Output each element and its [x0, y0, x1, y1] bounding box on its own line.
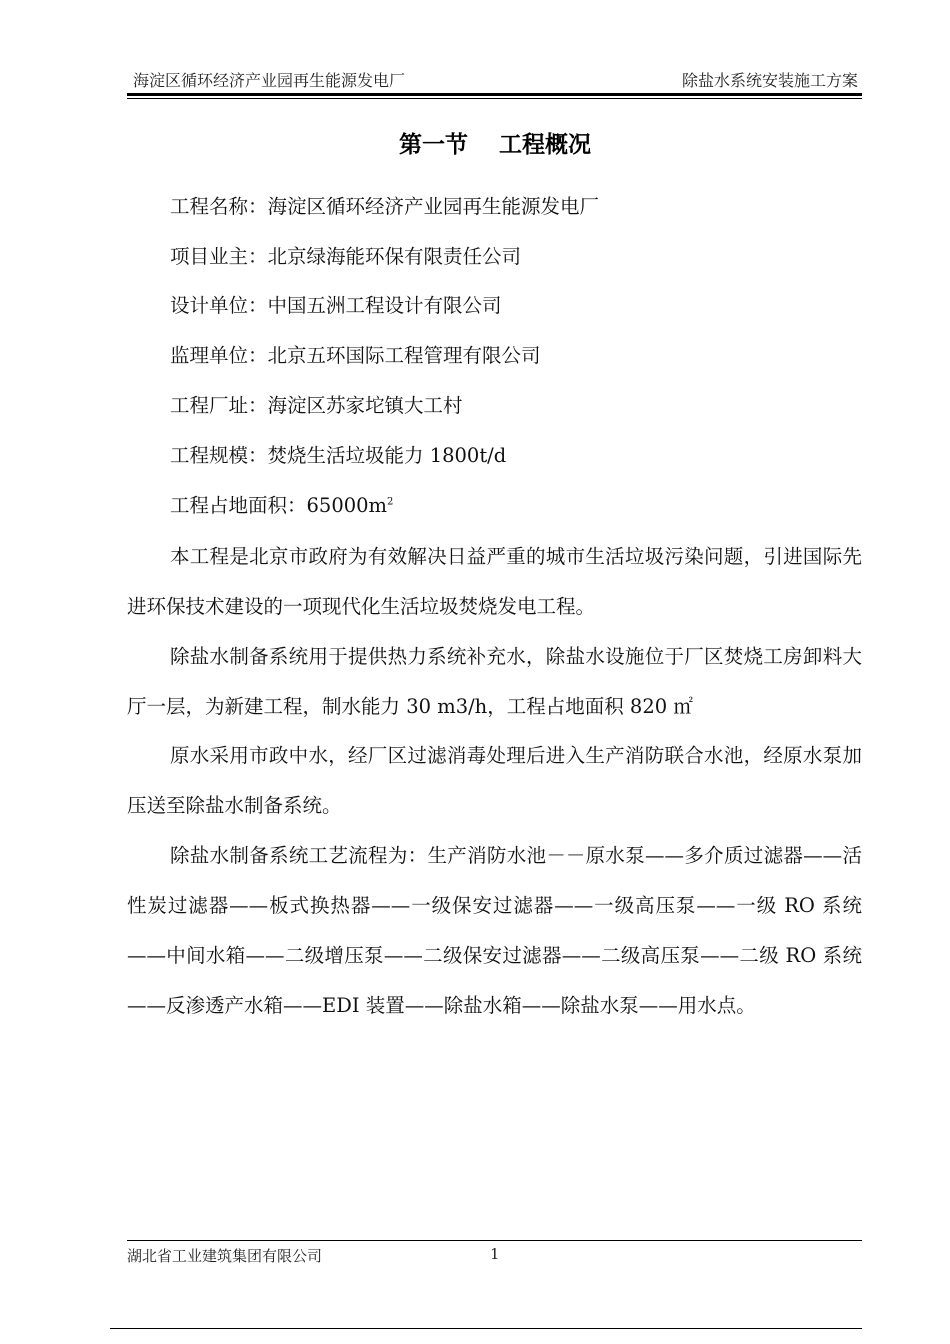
info-supervisor: 监理单位：北京五环国际工程管理有限公司	[170, 344, 541, 367]
footer-company: 湖北省工业建筑集团有限公司	[127, 1247, 323, 1265]
header-rule-thin	[127, 98, 862, 99]
info-area	[170, 491, 393, 521]
header-project-name: 海淀区循环经济产业园再生能源发电厂	[133, 71, 406, 90]
paragraph-process-flow: 除盐水制备系统工艺流程为：生产消防水池－－原水泵——多介质过滤器——活性炭过滤器——板式换热器——一级保安过滤器——一级高压泵——一级 RO 系统——中间水箱——二级增压泵——二级保安过滤器——二级高压泵——二级 RO 系统——反渗透产水箱——EDI 装置——除盐水箱——除盐水泵——用水点。	[127, 844, 862, 1017]
paragraph-raw-water: 原水采用市政中水，经厂区过滤消毒处理后进入生产消防联合水池，经原水泵加压送至除盐水制备系统。	[127, 744, 862, 817]
header-rule-thick	[127, 93, 862, 96]
footer-rule	[127, 1240, 862, 1241]
info-site: 工程厂址：海淀区苏家坨镇大工村	[170, 394, 463, 417]
info-designer: 设计单位：中国五洲工程设计有限公司	[170, 294, 502, 317]
info-area-label: 工程占地面积：65000m	[170, 494, 388, 517]
info-area-superscript: 2	[387, 496, 394, 508]
section-title: 第一节 工程概况	[398, 132, 591, 158]
header-document-title: 除盐水系统安装施工方案	[681, 71, 858, 90]
info-project-name: 工程名称：海淀区循环经济产业园再生能源发电厂	[170, 195, 600, 218]
info-scale: 工程规模：焚烧生活垃圾能力 1800t/d	[170, 444, 507, 467]
bottom-rule	[110, 1328, 862, 1329]
info-owner: 项目业主：北京绿海能环保有限责任公司	[170, 245, 522, 268]
page-header	[127, 66, 862, 96]
page-number: 1	[490, 1245, 500, 1263]
paragraph-intro: 本工程是北京市政府为有效解决日益严重的城市生活垃圾污染问题，引进国际先进环保技术建设的一项现代化生活垃圾焚烧发电工程。	[127, 545, 862, 618]
paragraph-system: 除盐水制备系统用于提供热力系统补充水，除盐水设施位于厂区焚烧工房卸料大厅一层，为新建工程，制水能力 30 m3/h，工程占地面积 820 ㎡	[127, 645, 862, 718]
